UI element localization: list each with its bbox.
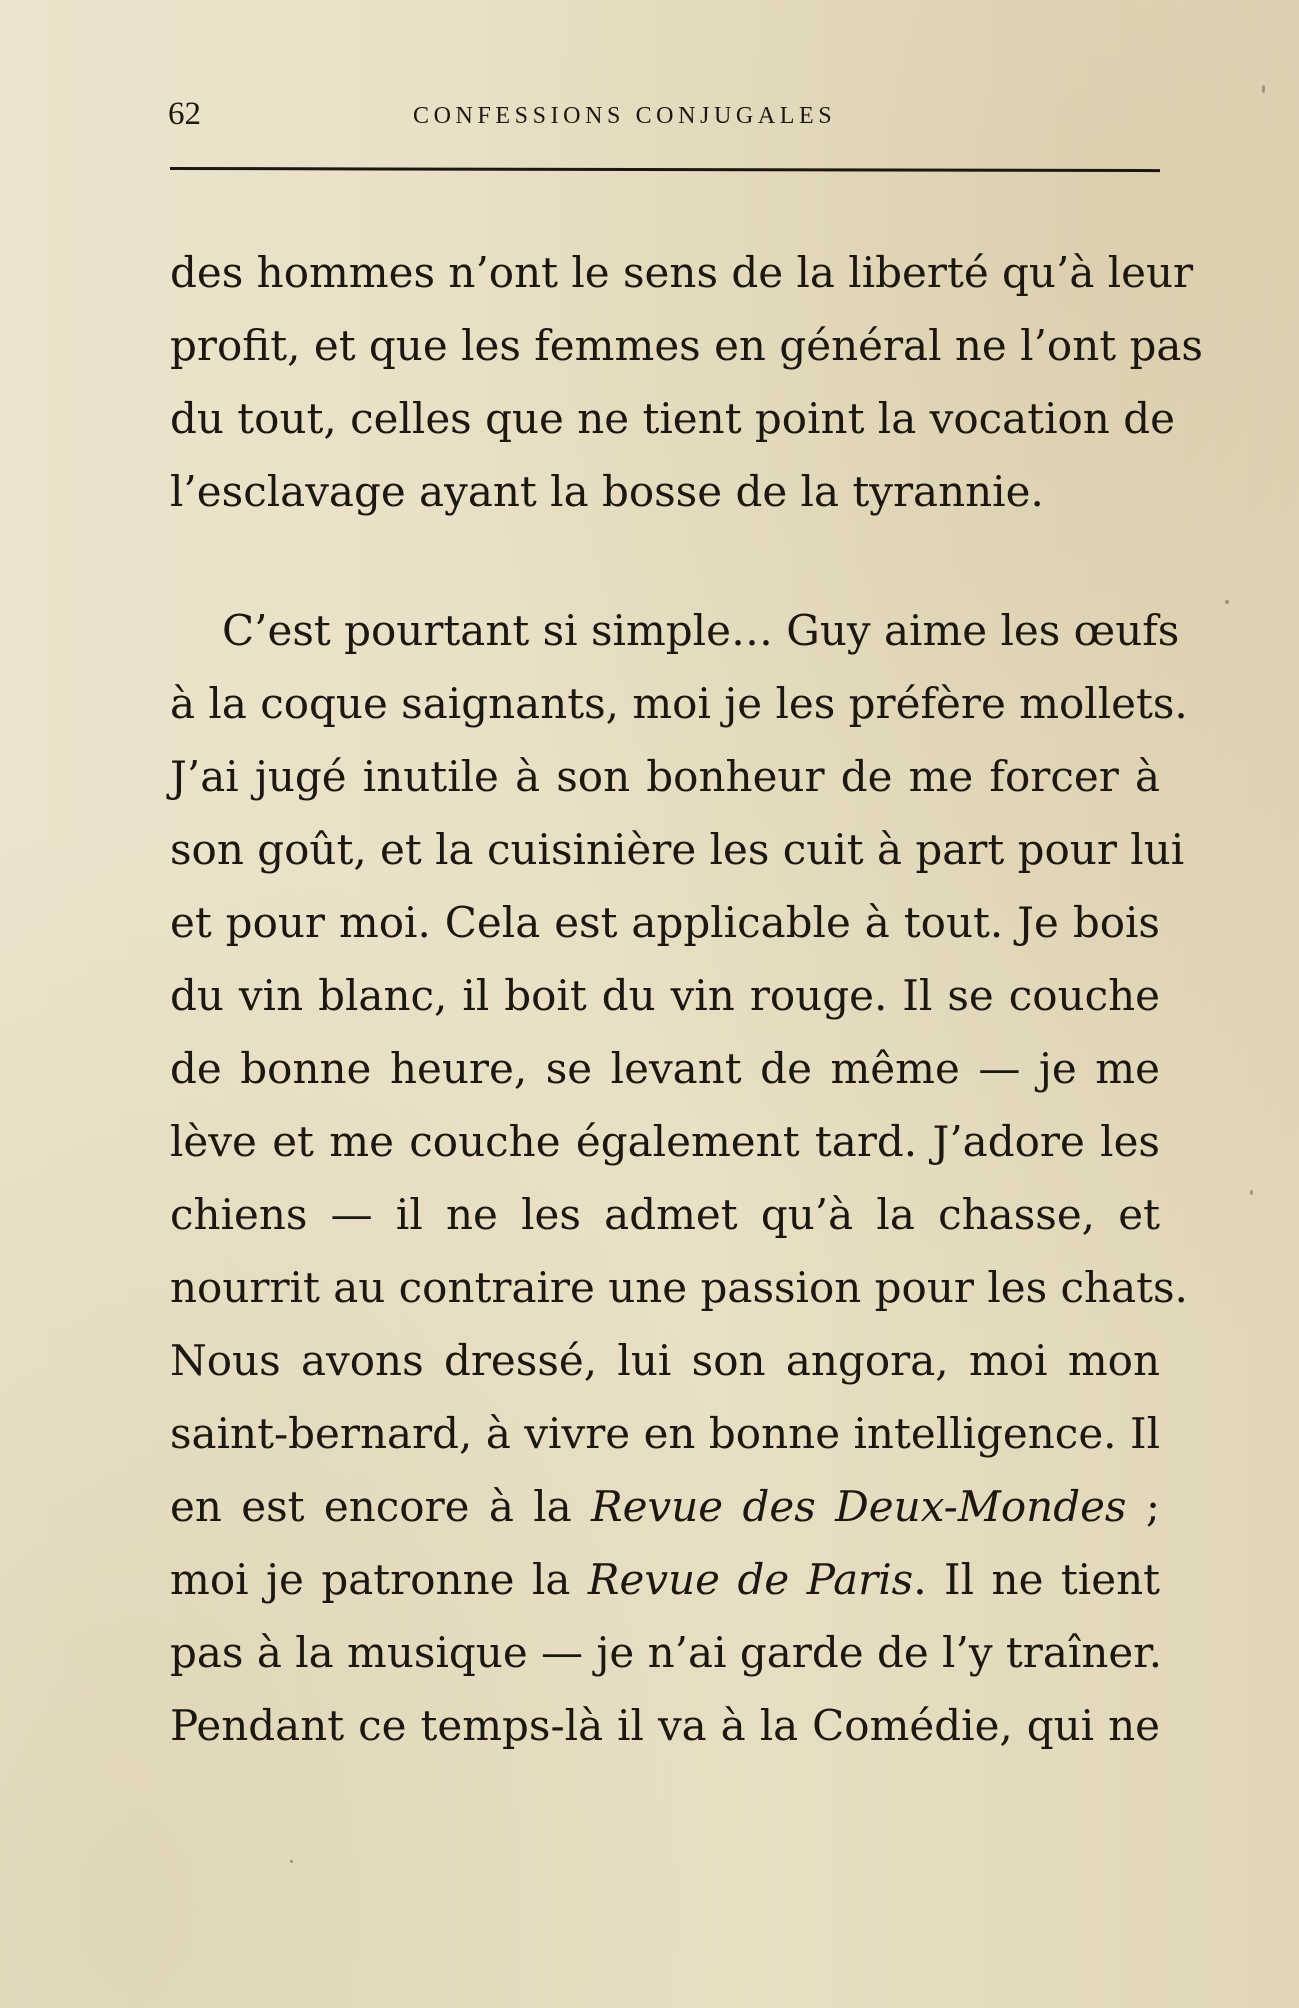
text-line: J’ai jugé inutile à son bonheur de me forcer à <box>170 752 1160 801</box>
text-line <box>170 1470 1160 1543</box>
header-rule <box>170 167 1160 172</box>
text-line: et pour moi. Cela est applicable à tout. Je bois <box>170 898 1160 947</box>
text-run: . Il ne tient <box>913 1555 1160 1604</box>
text-run: en est encore à la <box>170 1482 592 1531</box>
paragraph-gap <box>170 528 1160 594</box>
paper-speck <box>1225 600 1229 604</box>
text-line: l’esclavage ayant la bosse de la tyrannie. <box>170 467 1044 516</box>
paper-speck <box>1262 85 1265 93</box>
paragraph-1 <box>170 236 1203 528</box>
text-run: moi je patronne la <box>170 1555 588 1604</box>
text-line: Pendant ce temps-là il va à la Comédie, qui ne <box>170 1701 1160 1750</box>
body-text <box>170 236 1203 1762</box>
text-line: nourrit au contraire une passion pour les chats. <box>170 1263 1188 1312</box>
text-line: profit, et que les femmes en général ne l’ont pas <box>170 321 1203 370</box>
text-line <box>170 1543 1160 1616</box>
running-title: CONFESSIONS CONJUGALES <box>413 103 837 129</box>
text-line: lève et me couche également tard. J’adore les <box>170 1117 1160 1166</box>
text-line: saint-bernard, à vivre en bonne intelligence. Il <box>170 1409 1160 1458</box>
journal-title-italic: Revue des Deux-Mondes <box>591 1482 1127 1531</box>
text-line: de bonne heure, se levant de même — je me <box>170 1044 1160 1093</box>
running-head <box>168 94 1160 134</box>
text-line: pas à la musique — je n’ai garde de l’y traîner. <box>170 1628 1163 1677</box>
text-line: du vin blanc, il boit du vin rouge. Il se couche <box>170 971 1160 1020</box>
text-line: Nous avons dressé, lui son angora, moi mon <box>170 1336 1160 1385</box>
journal-title-italic: Revue de Paris <box>587 1555 914 1604</box>
text-line: à la coque saignants, moi je les préfère mollets. <box>170 679 1188 728</box>
paper-speck <box>1250 1190 1253 1195</box>
text-run: ; <box>1126 1482 1160 1531</box>
paragraph-2 <box>170 594 1188 1762</box>
paper-speck <box>290 1860 293 1863</box>
text-line: chiens — il ne les admet qu’à la chasse, et <box>170 1190 1160 1239</box>
text-line: C’est pourtant si simple… Guy aime les œufs <box>222 606 1180 655</box>
text-line: son goût, et la cuisinière les cuit à part pour lui <box>170 825 1185 874</box>
page-number: 62 <box>168 96 201 132</box>
text-line: du tout, celles que ne tient point la vocation de <box>170 394 1175 443</box>
text-line: des hommes n’ont le sens de la liberté qu’à leur <box>170 248 1194 297</box>
